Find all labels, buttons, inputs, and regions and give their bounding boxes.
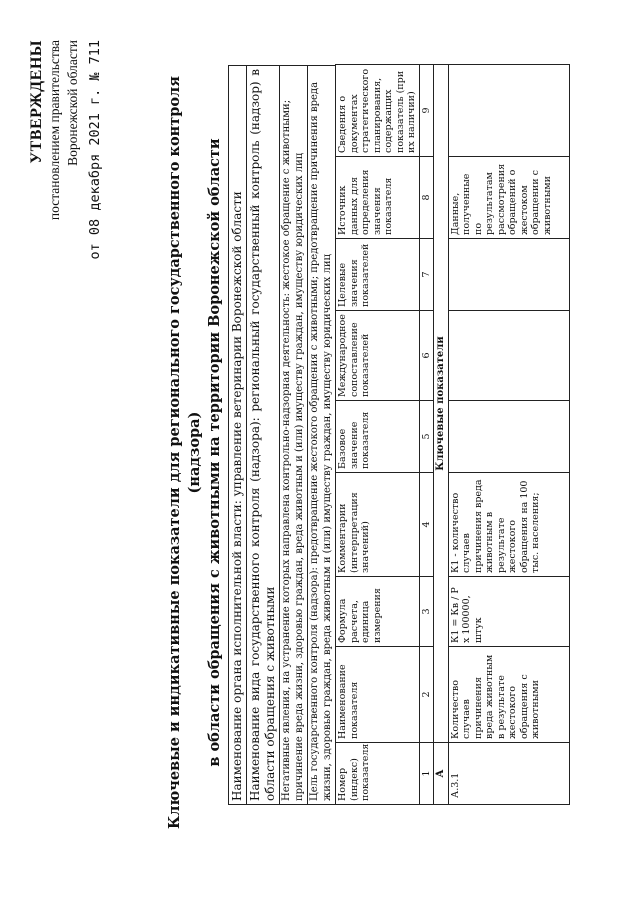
section-letter: А — [434, 743, 449, 805]
header-cell: Базовое значение показателя — [336, 401, 420, 473]
header-cell: Сведения о документах стратегического планирования, содержащих показатель (при их наличии) — [336, 65, 420, 157]
approval-date-number: от 08 декабря 2021 г. № 711 — [87, 40, 103, 260]
indicator-source: Данные, полученные по результатам рассмотрения обращений о жестоком обращении с животными — [448, 157, 569, 239]
document-title — [165, 60, 225, 845]
indicator-index: А.3.1 — [448, 743, 569, 805]
approval-block — [28, 40, 104, 259]
title-line-2: в области обращения с животными на территории Воронежской области — [206, 138, 223, 767]
section-row — [434, 65, 449, 805]
indicator-base-value — [448, 401, 569, 473]
column-number: 5 — [419, 401, 434, 473]
header-cell: Наименование показателя — [336, 647, 420, 743]
column-number: 6 — [419, 311, 434, 401]
header-cell: Целевые значения показателей — [336, 239, 420, 311]
column-number: 3 — [419, 577, 434, 647]
column-number: 9 — [419, 65, 434, 157]
approval-line-1: постановлением правительства — [47, 40, 62, 221]
indicator-target — [448, 239, 569, 311]
header-cell: Источник данных для определения значения показателя — [336, 157, 420, 239]
indicator-international — [448, 311, 569, 401]
indicator-comment: К1 - количество случаев причинения вреда животным в результате жестокого обращения на 100 тыс. населения; — [448, 473, 569, 577]
column-number: 7 — [419, 239, 434, 311]
indicators-table-block — [228, 65, 570, 805]
negative-phenomena-row: Негативные явления, на устранение которых направлена контрольно-надзорная деятельность: жестокое обращение с животными; причинение вреда жизни, здоровью граждан, вреда животным и (или) имуществу граждан, имуществу юридических лиц — [279, 65, 307, 805]
goal-row: Цель государственного контроля (надзора): предотвращение жестокого обращения с животными; предотвращение причинения вреда жизни, здоровью граждан, вреда животным и (или) имуществу граждан, имуществу юридических лиц — [307, 65, 335, 805]
title-line-1: Ключевые и индикативные показатели для регионального государственного контроля (надзора) — [166, 76, 203, 829]
column-number: 2 — [419, 647, 434, 743]
approval-line-2: Воронежской области — [65, 40, 80, 166]
header-cell: Номер (индекс) показателя — [336, 743, 420, 805]
section-title: Ключевые показатели — [434, 65, 449, 743]
column-number: 1 — [419, 743, 434, 805]
column-number-row — [419, 65, 434, 805]
column-number: 4 — [419, 473, 434, 577]
indicators-table — [335, 64, 570, 805]
header-cell: Формула расчета, единица измерения — [336, 577, 420, 647]
indicator-formula: К1 = Кв / Р х 100000, штук — [448, 577, 569, 647]
authority-row: Наименование органа исполнительной власти: управление ветеринарии Воронежской области — [228, 65, 246, 805]
column-number: 8 — [419, 157, 434, 239]
header-cell: Международное сопоставление показателей — [336, 311, 420, 401]
approval-heading: УТВЕРЖДЕНЫ — [28, 40, 45, 164]
indicator-documents — [448, 65, 569, 157]
header-row — [336, 65, 420, 805]
table-row — [448, 65, 569, 805]
header-cell: Комментарии (интерпретация значений) — [336, 473, 420, 577]
indicator-name: Количество случаев причинения вреда животным в результате жестокого обращения с животными — [448, 647, 569, 743]
control-type-row: Наименование вида государственного контроля (надзора): региональный государственный контроль (надзор) в области обращения с животными — [246, 65, 279, 805]
